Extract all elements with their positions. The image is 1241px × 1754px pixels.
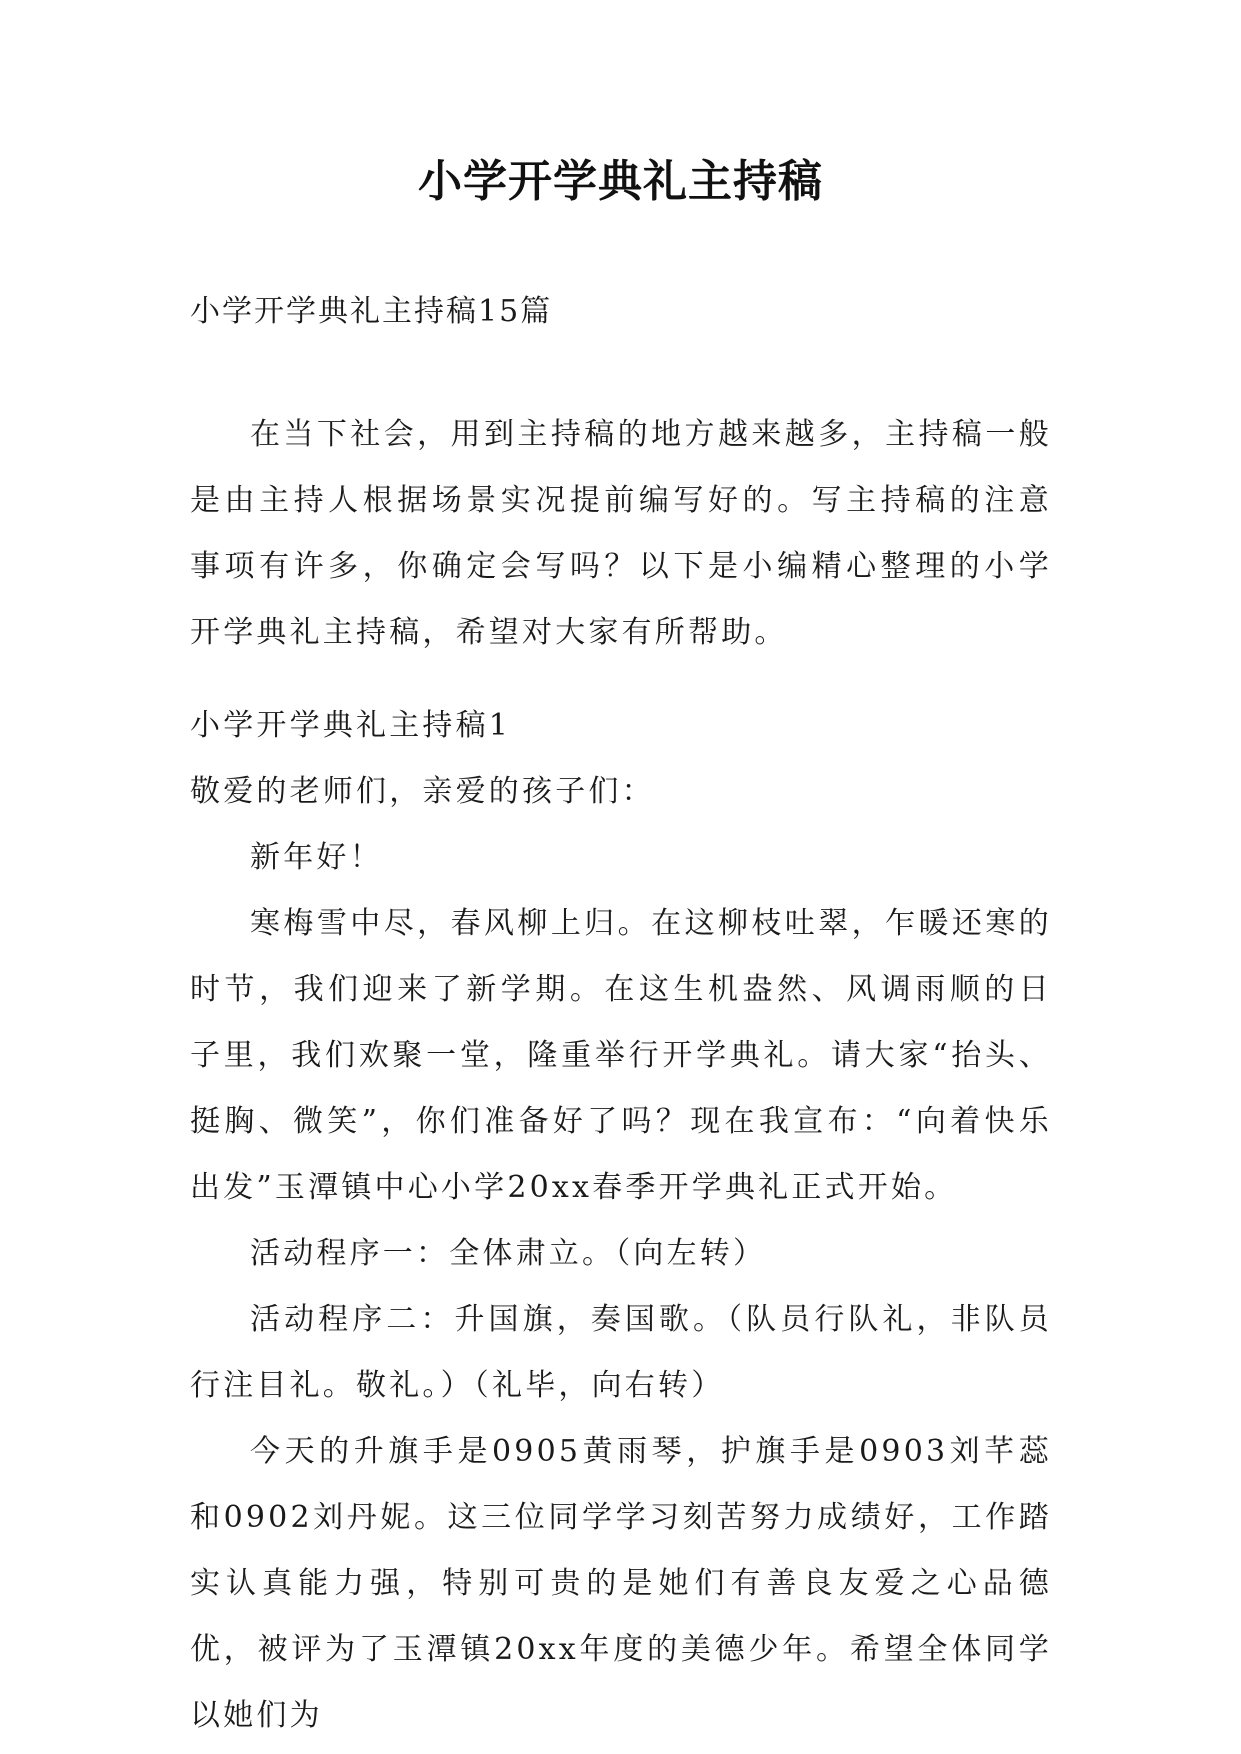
document-subtitle: 小学开学典礼主持稿15篇 bbox=[190, 294, 553, 329]
intro-block bbox=[190, 402, 1052, 666]
body-paragraph: 寒梅雪中尽，春风柳上归。在这柳枝吐翠，乍暖还寒的时节，我们迎来了新学期。在这生机盎然、风调雨顺的日子里，我们欢聚一堂，隆重举行开学典礼。请大家“抬头、挺胸、微笑”，你们准备好了吗？现在我宣布：“向着快乐出发”玉潭镇中心小学20xx春季开学典礼正式开始。 bbox=[190, 906, 1052, 1205]
section-heading: 小学开学典礼主持稿1 bbox=[190, 708, 512, 743]
document-title: 小学开学典礼主持稿 bbox=[418, 156, 823, 207]
main-body bbox=[190, 693, 1052, 1749]
body-paragraph: 新年好！ bbox=[250, 840, 383, 875]
body-paragraph: 活动程序二：升国旗，奏国歌。（队员行队礼，非队员行注目礼。敬礼。）（礼毕，向右转） bbox=[190, 1302, 1052, 1403]
body-paragraph: 今天的升旗手是0905黄雨琴，护旗手是0903刘芊蕊和0902刘丹妮。这三位同学学习刻苦努力成绩好，工作踏实认真能力强，特别可贵的是她们有善良友爱之心品德优，被评为了玉潭镇20xx年度的美德少年。希望全体同学以她们为 bbox=[190, 1434, 1052, 1733]
greeting: 敬爱的老师们，亲爱的孩子们： bbox=[190, 774, 655, 809]
body-paragraph: 活动程序一：全体肃立。（向左转） bbox=[250, 1236, 767, 1271]
intro-paragraph: 在当下社会，用到主持稿的地方越来越多，主持稿一般是由主持人根据场景实况提前编写好的。写主持稿的注意事项有许多，你确定会写吗？以下是小编精心整理的小学开学典礼主持稿，希望对大家有所帮助。 bbox=[190, 417, 1052, 650]
